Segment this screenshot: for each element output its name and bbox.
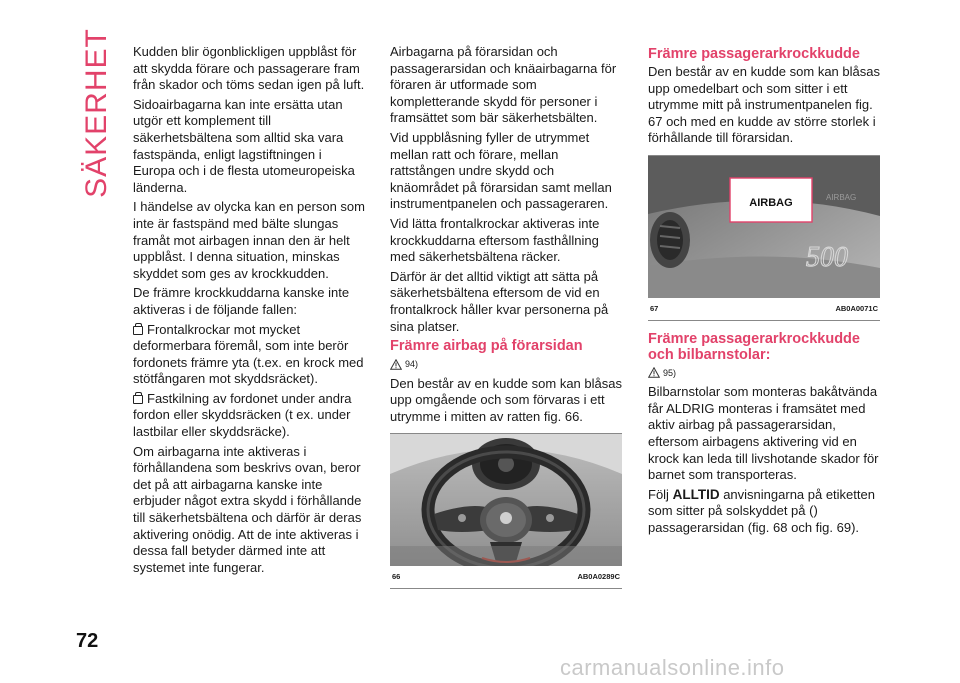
- figure-67: [648, 155, 880, 321]
- figure-code: AB0A0289C: [577, 572, 620, 582]
- column-2: [390, 44, 622, 589]
- page-number: 72: [76, 630, 99, 652]
- steering-wheel-image: [390, 434, 622, 566]
- warning-ref: [648, 365, 880, 382]
- column-3: [648, 44, 880, 540]
- paragraph: Airbagarna på förarsidan och passagerarsidan och knäairbagarna för föraren är utformade som kompletterande skydd för personer i framsättet som bär säkerhetsbälten.: [390, 44, 617, 126]
- paragraph: Därför är det alltid viktigt att sätta på säkerhetsbältena eftersom de vid en frontalkrock håller kvar personerna på sina platser.: [390, 268, 609, 334]
- dashboard-airbag-image: [648, 156, 880, 298]
- paragraph: Bilbarnstolar som monteras bakåtvända får ALDRIG monteras i framsätet med aktiv airbag på passagerarsidan, eftersom airbagens aktivering vid en krock kan leda till livshotande skador för barnet som transporteras.: [648, 384, 879, 483]
- figure-66: [390, 433, 622, 589]
- bullet-item: [133, 322, 365, 388]
- paragraph: [648, 487, 880, 537]
- paragraph: De främre krockkuddarna kanske inte aktiveras i de följande fallen:: [133, 285, 350, 317]
- paragraph: Vid lätta frontalkrockar aktiveras inte krockkuddarna eftersom fasthållning med säkerhetsbältena räcker.: [390, 215, 600, 265]
- paragraph: Kudden blir ögonblickligen uppblåst för att skydda förare och passagerare fram från skador och töms sedan igen på luft.: [133, 44, 365, 93]
- figure-caption: [390, 566, 622, 588]
- bullet-text: Fastkilning av fordonet under andra fordon eller skyddsräcken (t ex. under lastbilar eller skyddsräcke).: [133, 390, 352, 440]
- figure-number: 66: [392, 572, 401, 582]
- warning-triangle-icon: [648, 367, 660, 378]
- section-title: [78, 28, 116, 198]
- bag-bullet-icon: [133, 395, 143, 404]
- warning-triangle-icon: [390, 359, 402, 370]
- emphasis-text: ALLTID: [672, 486, 720, 502]
- fiat-500-logo: 500: [806, 241, 848, 273]
- warning-ref: [390, 356, 622, 373]
- figure-code: AB0A0071C: [835, 303, 878, 313]
- section-title-text: SÄKERHET: [80, 28, 113, 198]
- svg-text:AIRBAG: AIRBAG: [826, 192, 857, 202]
- column-1: [133, 44, 365, 579]
- paragraph: I händelse av olycka kan en person som inte är fastspänd med bälte slungas framåt mot airbagen innan den är helt uppblåst. I denna situation, minskas skyddet som ges av krockkudden.: [133, 199, 365, 281]
- paragraph: Vid uppblåsning fyller de utrymmet mellan ratt och förare, mellan rattstången undre skydd och knäområdet på förarsidan samt mellan instrumentpanelen och passageraren.: [390, 129, 612, 212]
- paragraph: Den består av en kudde som kan blåsas upp omedelbart och som sitter i ett utrymme mitt på instrumentpanelen fig. 67 och med en kudde av större storlek i förhållande till förarsidan.: [648, 64, 880, 146]
- section-heading: Främre passagerarkrockkudde: [648, 46, 860, 62]
- paragraph: Den består av en kudde som kan blåsas upp omgående och som förvaras i ett utrymme i mitten av ratten fig. 66.: [390, 375, 622, 424]
- paragraph: Sidoairbagarna kan inte ersätta utan utgör ett komplement till säkerhetsbältena som alltid ska vara fastspända, enligt lagstiftningen i Europa och i de flesta utomeuropeiska länderna.: [133, 96, 355, 195]
- warning-ref-number: 94): [405, 359, 419, 370]
- airbag-label: AIRBAG: [749, 196, 793, 209]
- warning-ref-number: 95): [663, 367, 677, 378]
- paragraph: Om airbagarna inte aktiveras i förhållandena som beskrivs ovan, beror det på att airbagarna kanske inte erbjuder något extra skydd i förhållande till säkerhetsbältena och därför är deras aktivering onödig. Att de inte aktiveras i dessa fall betyder därmed inte att systemet inte fungerar.: [133, 443, 362, 575]
- text-run: Följ: [648, 486, 669, 502]
- section-heading: Främre passagerarkrockkudde och bilbarnstolar:: [648, 330, 860, 363]
- bag-bullet-icon: [133, 326, 143, 335]
- text-run: anvisningarna på etiketten som sitter på solskyddet på () passagerarsidan (fig. 68 och fig. 69).: [648, 486, 875, 535]
- watermark: carmanualsonline.info: [560, 655, 785, 680]
- figure-caption: [648, 298, 880, 320]
- bullet-item: [133, 391, 365, 441]
- bullet-text: Frontalkrockar mot mycket deformerbara föremål, som inte berör fordonets främre yta (t.ex. en krock med stötfångaren mot skyddsräcket).: [133, 321, 364, 387]
- figure-number: 67: [650, 303, 659, 313]
- section-heading: Främre airbag på förarsidan: [390, 338, 583, 355]
